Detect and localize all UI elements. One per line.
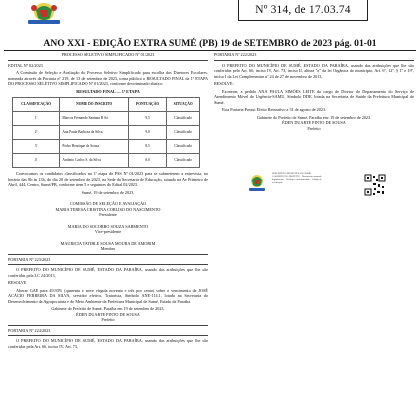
divider [8, 335, 208, 336]
table-cell: Ana Paula Barbosa da Silva [60, 126, 129, 140]
table-cell: 9,5 [128, 112, 166, 126]
member-role: Vice-presidente [94, 229, 122, 234]
table-cell: Classificado [167, 154, 200, 168]
table-row [13, 126, 200, 140]
edital-intro: A Comissão de Seleção e Avaliação do Processo Seletivo Simplificado para escolha dos Diretores Escolares, nomeada através da Portaria nº 219, de 13 de setembro de 2023, torna público o RESULTADO FINAL da 1ª ETAPA DO PROCESSO SELETIVO SIMPLIFICADO Nº 01/2023, conforme descriminado abaixo: [8, 70, 208, 86]
divider [8, 264, 208, 265]
municipal-coat-of-arms-logo [22, 0, 66, 26]
legal-reference-box [238, 0, 368, 21]
qr-code-icon[interactable] [364, 174, 386, 196]
signer-name: ÉDEN DUARTE PINTO DE SOUSA [282, 120, 346, 125]
resolve-heading: RESOLVE [8, 280, 27, 285]
table-cell: 9,0 [128, 126, 166, 140]
digital-signature-block [246, 172, 416, 230]
prefeito-intro: O PREFEITO DO MUNICÍPIO DE SUMÉ, ESTADO DA PARAÍBA, usando das atribuições que lhe são conferidas pelo Art. 66, inciso IV, Art. 73, inciso II, alínea "a" da lei Orgânica do município, Art. 6º, 12º, § 1º e 19º, inciso I da Lei Complementar nº 24 de 27 de novembro de 2013, [214, 62, 414, 79]
signer-role: Prefeito [101, 317, 115, 322]
prefeito-intro: O PREFEITO DO MUNICÍPIO DE SUMÉ, ESTADO DA PARAÍBA, usando das atribuições que lhe são conferidas pela Art. 66, inciso IV, Art. 73, [8, 338, 208, 349]
edition-line: ANO XXI - EDIÇÃO EXTRA SUMÉ (PB) 19 de SETEMBRO de 2023 pág. 01-01 [4, 38, 416, 51]
header [0, 0, 420, 36]
table-row [13, 140, 200, 154]
issue-date: Sumé, 19 de setembro de 2023. [81, 189, 135, 195]
convocation-text: Convocamos os candidatos classificados na 1ª etapa do PSS Nº 01/2023 para se submeterem a entrevista, no horário das 8h às 13h, do dia 20 de setembro de 2023, na Sede da Secretaria de Educação, situada na Av Primeiro de Abril, 444, Centro, Sumé/PB, conforme item 5 e seguintes do Edital 02/2023. [8, 171, 208, 187]
table-cell: Pedro Henrique de Souza [60, 140, 129, 154]
portaria-title: PORTARIA Nº 224/2023 [8, 327, 51, 333]
resolve-heading: RESOLVE: [214, 81, 234, 86]
signer-role: Prefeito [307, 125, 321, 131]
table-header-row [13, 98, 200, 112]
portaria-title: PORTARIA Nº 223/2023 [8, 256, 51, 262]
table-cell: Marcos Fernando Santana B Sá [60, 112, 129, 126]
table-cell: Classificado [167, 112, 200, 126]
table-row [13, 154, 200, 168]
signer-name: ÉDEN DUARTE PINTO DE SOUSA [76, 311, 140, 317]
col-header: PONTUAÇÃO [128, 98, 166, 112]
left-column [8, 52, 208, 351]
col-header: CLASSIFICAÇÃO [13, 98, 60, 112]
member-role: Membro [100, 246, 116, 251]
resolve-text: Exonerar, a pedido ANA PAULA SIMÕES LEITE do cargo de Diretor do Departamento do Serviço de Atendimento Móvel de Urgência-SAMU, Símbolo DDE, lotada na Secretaria de Saúde da Prefeitura Municipal de Sumé. [214, 88, 414, 105]
municipal-coat-of-arms-logo [246, 172, 268, 194]
signature-text: PREFEITURA MUNICIPAL DE SUMÉ · GABINETE DO PREFEITO · Documento assinado digitalmente · Verifique a autenticidade · Código de verificação [272, 172, 322, 184]
member-name: MARIA TERESA CRISTINA CORLISO DO NASCIMENTO [55, 206, 161, 212]
process-title: PROCESSO SELETIVO SIMPLIFICADO Nº 01/2023 [61, 52, 155, 57]
table-cell: Classificado [167, 140, 200, 154]
table-cell: 4º [13, 154, 60, 168]
results-table [12, 97, 200, 168]
table-cell: 1º [13, 112, 60, 126]
table-caption: RESULTADO FINAL — 1ª ETAPA [76, 88, 140, 94]
right-column [214, 52, 414, 131]
resolve-text: Alterar GAE para 49,93% (quarenta e nove vírgula noventa e três por cento) sobre o vencimento de JOSÉ ACÁCIO FERREIRA DA SILVA, servidor efetivo, Tratorista, Símbolo ANE-114.1, lotado na Secretaria do Desenvolvimento da Agropecuária e do Meio Ambiente da Prefeitura Municipal de Sumé, Estado da Paraíba. [8, 287, 208, 304]
table-cell: Classificado [167, 126, 200, 140]
table-cell: 8,0 [128, 154, 166, 168]
divider [8, 325, 208, 326]
gabinete-line: Gabinete do Prefeito de Sumé, Paraíba em: 19 de setembro de 2023. [256, 114, 372, 120]
table-cell: Antônio Carlos S. da Silva [60, 154, 129, 168]
col-header: SITUAÇÃO [167, 98, 200, 112]
table-cell: 8,5 [128, 140, 166, 154]
portaria-title: PORTARIA Nº 222/2023 [214, 52, 257, 57]
commission-title: COMISSÃO DE SELEÇÃO E AVALIAÇÃO [69, 201, 147, 206]
member-role: Presidente [99, 212, 117, 217]
member-name: MAURICIA TATIBLE SOUSA MOURA DE AMORIM [60, 240, 156, 246]
table-cell: 3º [13, 140, 60, 154]
edital-title: EDITAL Nº 02/2023 [8, 62, 43, 68]
edition-number: Nº 314, de 17.03.74 [255, 4, 351, 16]
table-cell: 2º [13, 126, 60, 140]
divider [8, 60, 208, 61]
retroactive-note: Esta Portaria Possui Efeito Retroativo a 31 de agosto de 2023. [222, 107, 327, 112]
table-row [13, 112, 200, 126]
member-name: MARIA DO SOCORRO SOUZA SARMENTO [67, 223, 149, 229]
gabinete-line: Gabinete do Prefeito de Sumé, Paraíba em 19 de setembro de 2023. [51, 306, 165, 311]
col-header: NOME DO INSCRITO [60, 98, 129, 112]
divider [214, 60, 414, 61]
prefeito-intro: O PREFEITO DO MUNICÍPIO DE SUMÉ, ESTADO DA PARAÍBA, usando das atribuições que lhe são conferidas pela LC 24/2013, [8, 267, 208, 278]
divider [8, 254, 208, 255]
